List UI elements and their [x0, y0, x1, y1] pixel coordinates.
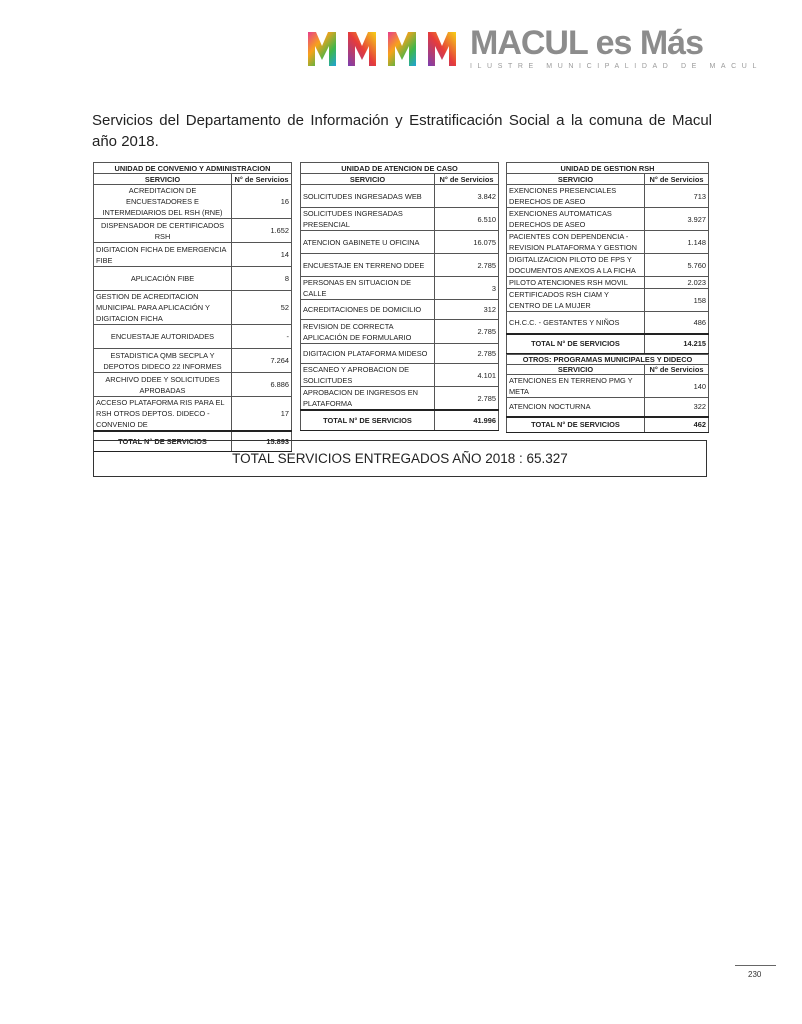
count-cell: 322	[645, 398, 709, 417]
service-cell: ATENCION GABINETE U OFICINA	[301, 231, 435, 254]
total-label: TOTAL N° DE SERVICIOS	[301, 410, 435, 430]
service-cell: EXENCIONES PRESENCIALES DERECHOS DE ASEO	[507, 185, 645, 208]
service-cell: ACREDITACION DE ENCUESTADORES E INTERMEDIARIOS DEL RSH (RNE)	[94, 185, 232, 219]
top-border	[94, 440, 706, 444]
table-row	[94, 243, 292, 267]
table-row	[301, 387, 499, 411]
grand-total-box	[93, 440, 707, 477]
count-cell: 7.264	[232, 349, 292, 373]
table-convenio	[93, 162, 292, 452]
count-cell: 312	[435, 300, 499, 320]
count-cell: 4.101	[435, 364, 499, 387]
column-header-service: SERVICIO	[507, 365, 645, 375]
service-cell: GESTION DE ACREDITACION MUNICIPAL PARA APLICACIÓN Y DIGITACION FICHA	[94, 291, 232, 325]
footer-divider	[735, 965, 776, 966]
table-title: UNIDAD DE ATENCION DE CASO	[301, 163, 499, 174]
service-cell: PACIENTES CON DEPENDENCIA - REVISION PLATAFORMA Y GESTION	[507, 231, 645, 254]
table-row	[94, 267, 292, 291]
total-label: TOTAL N° DE SERVICIOS	[507, 334, 645, 354]
table-row	[94, 219, 292, 243]
table-otros	[506, 354, 709, 433]
count-cell: 2.023	[645, 277, 709, 289]
column-header-service: SERVICIO	[94, 174, 232, 185]
table-row	[301, 254, 499, 277]
count-cell: 713	[645, 185, 709, 208]
count-cell: 16.075	[435, 231, 499, 254]
total-row	[507, 334, 709, 354]
grand-total-text: TOTAL SERVICIOS ENTREGADOS AÑO 2018 : 65.327	[232, 450, 568, 466]
count-cell: 3	[435, 277, 499, 300]
service-cell: ARCHIVO DDEE Y SOLICITUDES APROBADAS	[94, 373, 232, 397]
column-header-count: N° de Servicios	[435, 174, 499, 185]
count-cell: 158	[645, 289, 709, 312]
intro-paragraph: Servicios del Departamento de Información y Estratificación Social a la comuna de Macul año 2018.	[92, 112, 712, 150]
count-cell: 6.510	[435, 208, 499, 231]
total-label: TOTAL N° DE SERVICIOS	[94, 431, 232, 451]
table-row	[301, 185, 499, 208]
total-value: 14.215	[645, 334, 709, 354]
service-cell: PERSONAS EN SITUACION DE CALLE	[301, 277, 435, 300]
service-cell: SOLICITUDES INGRESADAS PRESENCIAL	[301, 208, 435, 231]
table-row	[94, 185, 292, 219]
count-cell: 2.785	[435, 320, 499, 344]
total-row	[507, 417, 709, 433]
count-cell: 3.842	[435, 185, 499, 208]
service-cell: PILOTO ATENCIONES RSH MOVIL	[507, 277, 645, 289]
table-title: OTROS: PROGRAMAS MUNICIPALES Y DIDECO	[507, 355, 709, 365]
table-row	[301, 300, 499, 320]
service-cell: CERTIFICADOS RSH CIAM Y CENTRO DE LA MUJER	[507, 289, 645, 312]
count-cell: 3.927	[645, 208, 709, 231]
count-cell: 8	[232, 267, 292, 291]
column-header-count: N° de Servicios	[645, 365, 709, 375]
service-cell: DISPENSADOR DE CERTIFICADOS RSH	[94, 219, 232, 243]
count-cell: -	[232, 325, 292, 349]
count-cell: 17	[232, 397, 292, 432]
page-number: 230	[748, 970, 762, 979]
service-cell: EXENCIONES AUTOMATICAS DERECHOS DE ASEO	[507, 208, 645, 231]
table-row	[507, 289, 709, 312]
table-row	[507, 277, 709, 289]
table-gestion	[506, 162, 709, 354]
service-cell: ENCUESTAJE AUTORIDADES	[94, 325, 232, 349]
service-cell: ACREDITACIONES DE DOMICILIO	[301, 300, 435, 320]
service-cell: ATENCIONES EN TERRENO PMG Y META	[507, 375, 645, 398]
column-header-count: N° de Servicios	[232, 174, 292, 185]
table-row	[507, 375, 709, 398]
service-cell: ACCESO PLATAFORMA RIS PARA EL RSH OTROS DEPTOS. DIDECO - CONVENIO DE	[94, 397, 232, 432]
count-cell: 2.785	[435, 254, 499, 277]
total-label: TOTAL N° DE SERVICIOS	[507, 417, 645, 433]
municipal-logo	[306, 22, 762, 70]
table-title: UNIDAD DE GESTION RSH	[507, 163, 709, 174]
count-cell: 2.785	[435, 344, 499, 364]
total-value: 41.996	[435, 410, 499, 430]
table-row	[507, 312, 709, 334]
table-row	[301, 344, 499, 364]
service-cell: SOLICITUDES INGRESADAS WEB	[301, 185, 435, 208]
count-cell: 6.886	[232, 373, 292, 397]
service-cell: APROBACION DE INGRESOS EN PLATAFORMA	[301, 387, 435, 411]
table-row	[507, 398, 709, 417]
service-cell: CH.C.C. - GESTANTES Y NIÑOS	[507, 312, 645, 334]
count-cell: 140	[645, 375, 709, 398]
service-cell: ENCUESTAJE EN TERRENO DDEE	[301, 254, 435, 277]
total-value: 15.893	[232, 431, 292, 451]
total-row	[301, 410, 499, 430]
table-row	[301, 277, 499, 300]
logo-subtitle: ILUSTRE MUNICIPALIDAD DE MACUL	[470, 63, 762, 70]
table-title: UNIDAD DE CONVENIO Y ADMINISTRACION	[94, 163, 292, 174]
count-cell: 14	[232, 243, 292, 267]
table-row	[507, 231, 709, 254]
table-row	[94, 349, 292, 373]
table-row	[94, 291, 292, 325]
count-cell: 2.785	[435, 387, 499, 411]
service-cell: REVISION DE CORRECTA APLICACIÓN DE FORMULARIO	[301, 320, 435, 344]
service-cell: DIGITALIZACION PILOTO DE FPS Y DOCUMENTOS ANEXOS A LA FICHA	[507, 254, 645, 277]
service-cell: ESCANEO Y APROBACION DE SOLICITUDES	[301, 364, 435, 387]
table-row	[507, 254, 709, 277]
table-row	[301, 231, 499, 254]
service-cell: DIGITACION PLATAFORMA MIDESO	[301, 344, 435, 364]
column-header-service: SERVICIO	[301, 174, 435, 185]
count-cell: 1.652	[232, 219, 292, 243]
table-atencion	[300, 162, 499, 431]
table-row	[507, 208, 709, 231]
service-cell: ATENCION NOCTURNA	[507, 398, 645, 417]
service-cell: DIGITACION FICHA DE EMERGENCIA FIBE	[94, 243, 232, 267]
count-cell: 1.148	[645, 231, 709, 254]
table-row	[94, 325, 292, 349]
count-cell: 52	[232, 291, 292, 325]
service-cell: APLICACIÓN FIBE	[94, 267, 232, 291]
total-value: 462	[645, 417, 709, 433]
mmmm-logo-icon	[306, 28, 466, 68]
logo-wordmark: MACUL es Más	[470, 24, 703, 62]
table-row	[94, 373, 292, 397]
column-header-service: SERVICIO	[507, 174, 645, 185]
column-header-count: N° de Servicios	[645, 174, 709, 185]
count-cell: 5.760	[645, 254, 709, 277]
table-row	[301, 208, 499, 231]
table-row	[301, 364, 499, 387]
table-row	[301, 320, 499, 344]
count-cell: 16	[232, 185, 292, 219]
service-cell: ESTADISTICA QMB SECPLA Y DEPOTOS DIDECO 22 INFORMES	[94, 349, 232, 373]
table-row	[507, 185, 709, 208]
count-cell: 486	[645, 312, 709, 334]
table-row	[94, 397, 292, 432]
